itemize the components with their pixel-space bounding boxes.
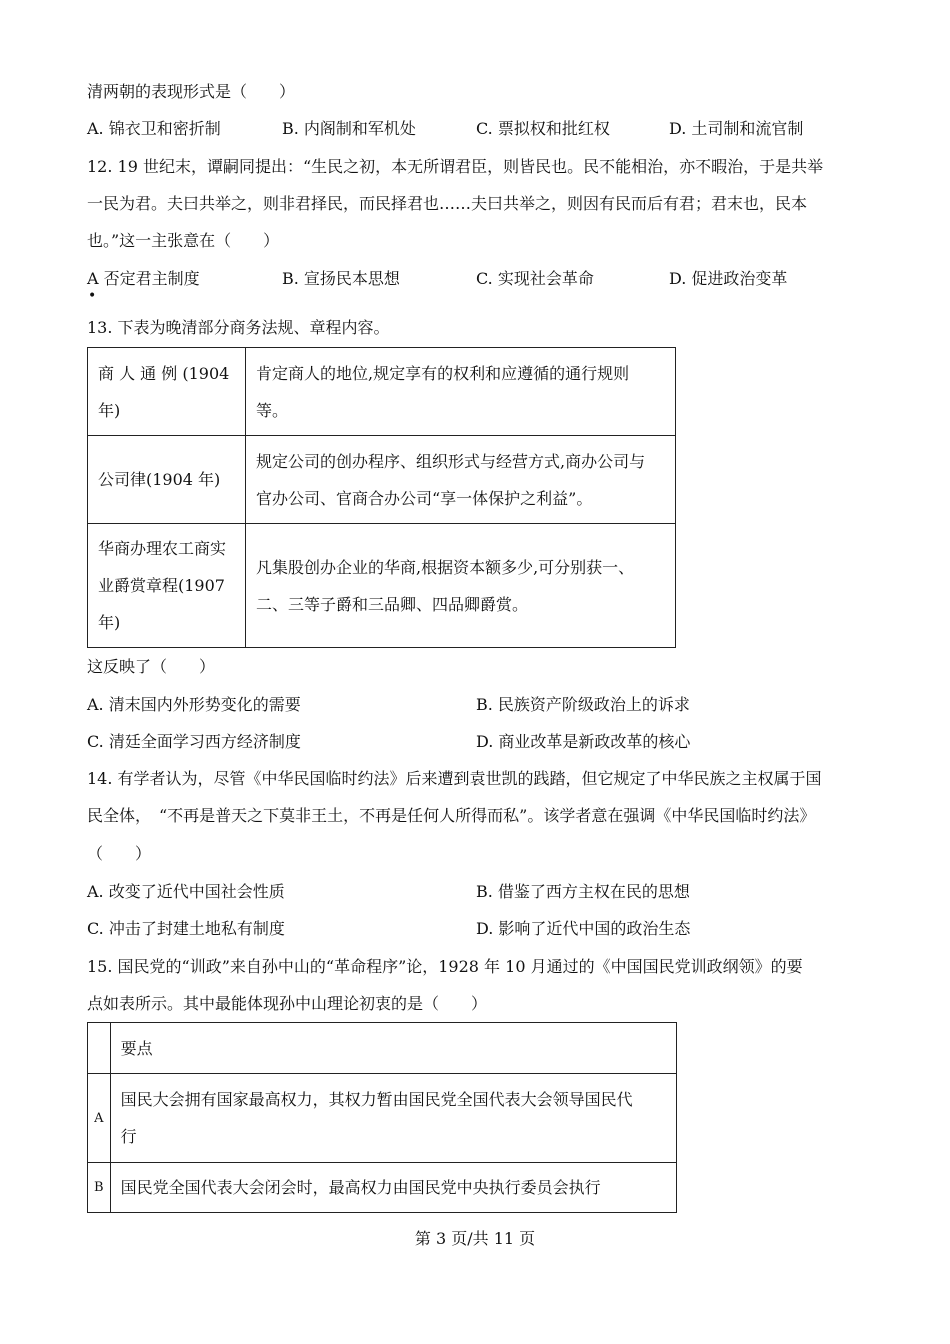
q11-stem-end: 清两朝的表现形式是（ ） <box>87 82 296 101</box>
table-cell-label: B <box>88 1163 111 1213</box>
q11-option-a: A. 锦衣卫和密折制 <box>87 119 221 138</box>
q14-option-b: B. 借鉴了西方主权在民的思想 <box>476 882 690 901</box>
q11-option-d: D. 土司制和流官制 <box>669 119 804 138</box>
q14-option-d: D. 影响了近代中国的政治生态 <box>476 919 691 938</box>
dot-mark: • <box>88 288 97 304</box>
q13-option-c: C. 清廷全面学习西方经济制度 <box>87 732 301 751</box>
q14-stem-line-1: 14. 有学者认为，尽管《中华民国临时约法》后来遭到袁世凯的践踏，但它规定了中华民族之主权属于国 <box>87 769 822 788</box>
table-cell-name: 公司律(1904 年) <box>88 436 246 524</box>
q13-after: 这反映了（ ） <box>87 657 216 676</box>
q12-stem-line-1: 12. 19 世纪末，谭嗣同提出：“生民之初，本无所谓君臣，则皆民也。民不能相治，亦不暇治，于是共举 <box>87 157 824 176</box>
table-cell-content: 肯定商人的地位,规定享有的权利和应遵循的通行规则 等。 <box>246 348 676 436</box>
table-cell-content: 规定公司的创办程序、组织形式与经营方式,商办公司与 官办公司、官商合办公司“享一体保护之利益”。 <box>246 436 676 524</box>
table-cell-label: A <box>88 1074 111 1163</box>
q14-option-c: C. 冲击了封建土地私有制度 <box>87 919 285 938</box>
q14-stem-line-2: 民全体， “不再是普天之下莫非王土，不再是任何人所得而私”。该学者意在强调《中华民国临时约法》 <box>87 806 816 825</box>
q14-stem-line-3: （ ） <box>87 844 152 863</box>
page-footer: 第 3 页/共 11 页 <box>414 1229 536 1248</box>
table-row <box>88 1074 677 1163</box>
table-row <box>88 348 676 436</box>
q13-table <box>87 347 676 648</box>
table-cell-content: 国民大会拥有国家最高权力，其权力暂由国民党全国代表大会领导国民代 行 <box>110 1074 676 1163</box>
table-row <box>88 524 676 648</box>
q13-option-d: D. 商业改革是新政改革的核心 <box>476 732 691 751</box>
table-row <box>88 1163 677 1213</box>
table-cell-name: 华商办理农工商实 业爵赏章程(1907 年) <box>88 524 246 648</box>
q12-option-a: A 否定君主制度 <box>87 269 200 288</box>
q14-option-a: A. 改变了近代中国社会性质 <box>87 882 285 901</box>
table-cell-label <box>88 1023 111 1074</box>
q12-stem-line-3: 也。”这一主张意在（ ） <box>87 231 280 250</box>
q12-option-b: B. 宣扬民本思想 <box>282 269 400 288</box>
table-cell-content: 国民党全国代表大会闭会时，最高权力由国民党中央执行委员会执行 <box>110 1163 676 1213</box>
q12-option-d: D. 促进政治变革 <box>669 269 788 288</box>
table-cell-content: 凡集股创办企业的华商,根据资本额多少,可分别获一、 二、三等子爵和三品卿、四品卿爵赏。 <box>246 524 676 648</box>
q15-table <box>87 1022 677 1213</box>
table-header-row <box>88 1023 677 1074</box>
table-row <box>88 436 676 524</box>
q15-stem-line-2: 点如表所示。其中最能体现孙中山理论初衷的是（ ） <box>87 994 488 1013</box>
table-header-cell: 要点 <box>110 1023 676 1074</box>
q12-option-c: C. 实现社会革命 <box>476 269 594 288</box>
q15-stem-line-1: 15. 国民党的“训政”来自孙中山的“革命程序”论，1928 年 10 月通过的《中国国民党训政纲领》的要 <box>87 957 803 976</box>
q13-stem: 13. 下表为晚清部分商务法规、章程内容。 <box>87 318 390 337</box>
table-cell-name: 商 人 通 例 (1904 年) <box>88 348 246 436</box>
q13-option-b: B. 民族资产阶级政治上的诉求 <box>476 695 690 714</box>
q13-option-a: A. 清末国内外形势变化的需要 <box>87 695 301 714</box>
q12-stem-line-2: 一民为君。夫曰共举之，则非君择民，而民择君也……夫曰共举之，则因有民而后有君；君末也，民本 <box>87 194 808 213</box>
q11-option-b: B. 内阁制和军机处 <box>282 119 416 138</box>
q11-option-c: C. 票拟权和批红权 <box>476 119 610 138</box>
